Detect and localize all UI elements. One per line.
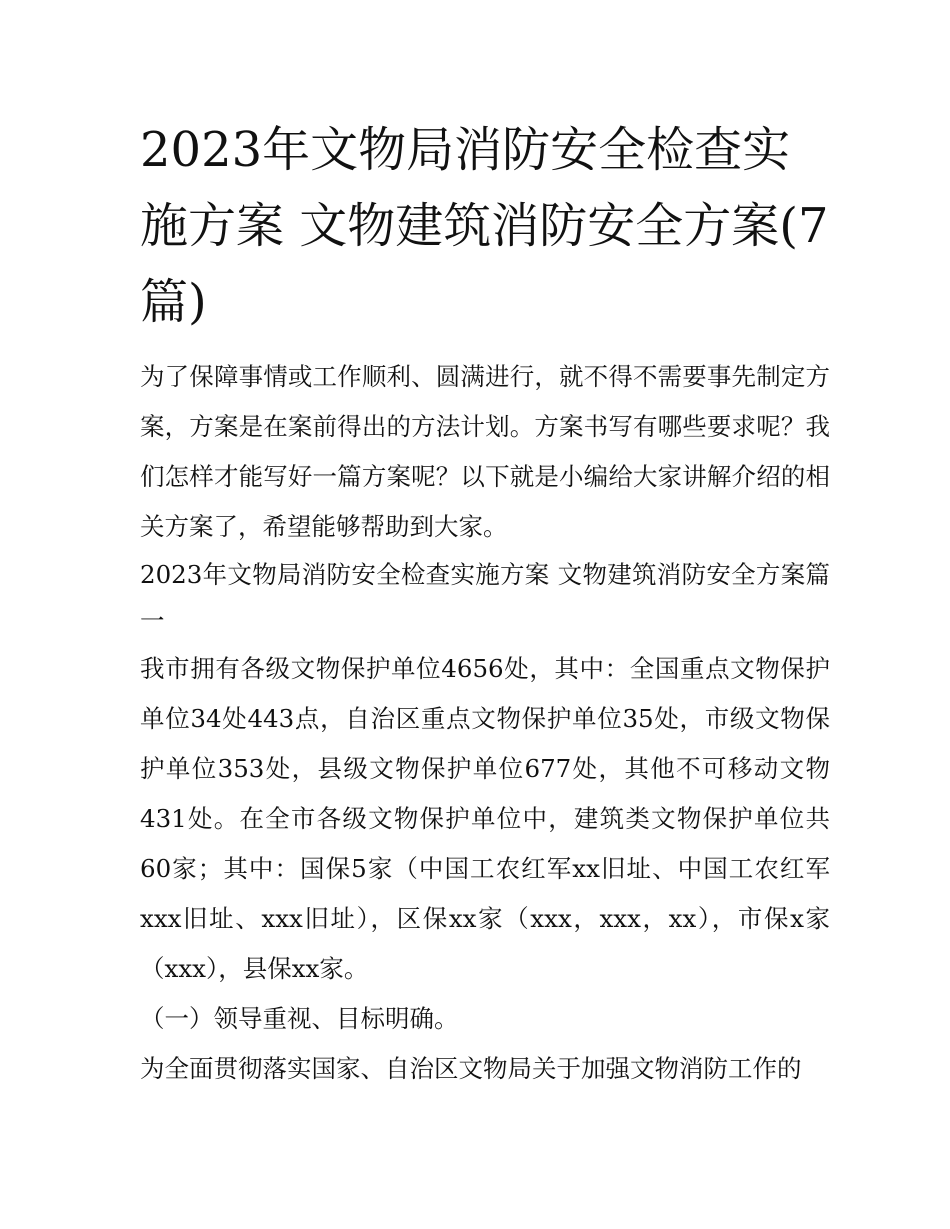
section-heading: 2023年文物局消防安全检查实施方案 文物建筑消防安全方案篇一 (140, 560, 830, 635)
body-paragraph: 我市拥有各级文物保护单位4656处，其中：全国重点文物保护单位34处443点，自治区重点文物保护单位35处，市级文物保护单位353处，县级文物保护单位677处，其他不可移动文物431处。在全市各级文物保护单位中，建筑类文物保护单位共60家；其中：国保5家（中国工农红军xx旧址、中国工农红军xxx旧址、xxx旧址），区保xx家（xxx，xxx，xx），市保x家（xxx），县保xx家。 (140, 654, 830, 983)
document-title: 2023年文物局消防安全检查实施方案 文物建筑消防安全方案(7篇) (140, 122, 829, 330)
intro-paragraph: 为了保障事情或工作顺利、圆满进行，就不得不需要事先制定方案，方案是在案前得出的方法计划。方案书写有哪些要求呢？我们怎样才能写好一篇方案呢？以下就是小编给大家讲解介绍的相关方案了，希望能够帮助到大家。 (140, 362, 830, 541)
body-paragraph-continued: 为全面贯彻落实国家、自治区文物局关于加强文物消防工作的 (140, 1054, 802, 1083)
subsection-heading: （一）领导重视、目标明确。 (140, 1004, 459, 1033)
document-body (140, 352, 830, 1094)
